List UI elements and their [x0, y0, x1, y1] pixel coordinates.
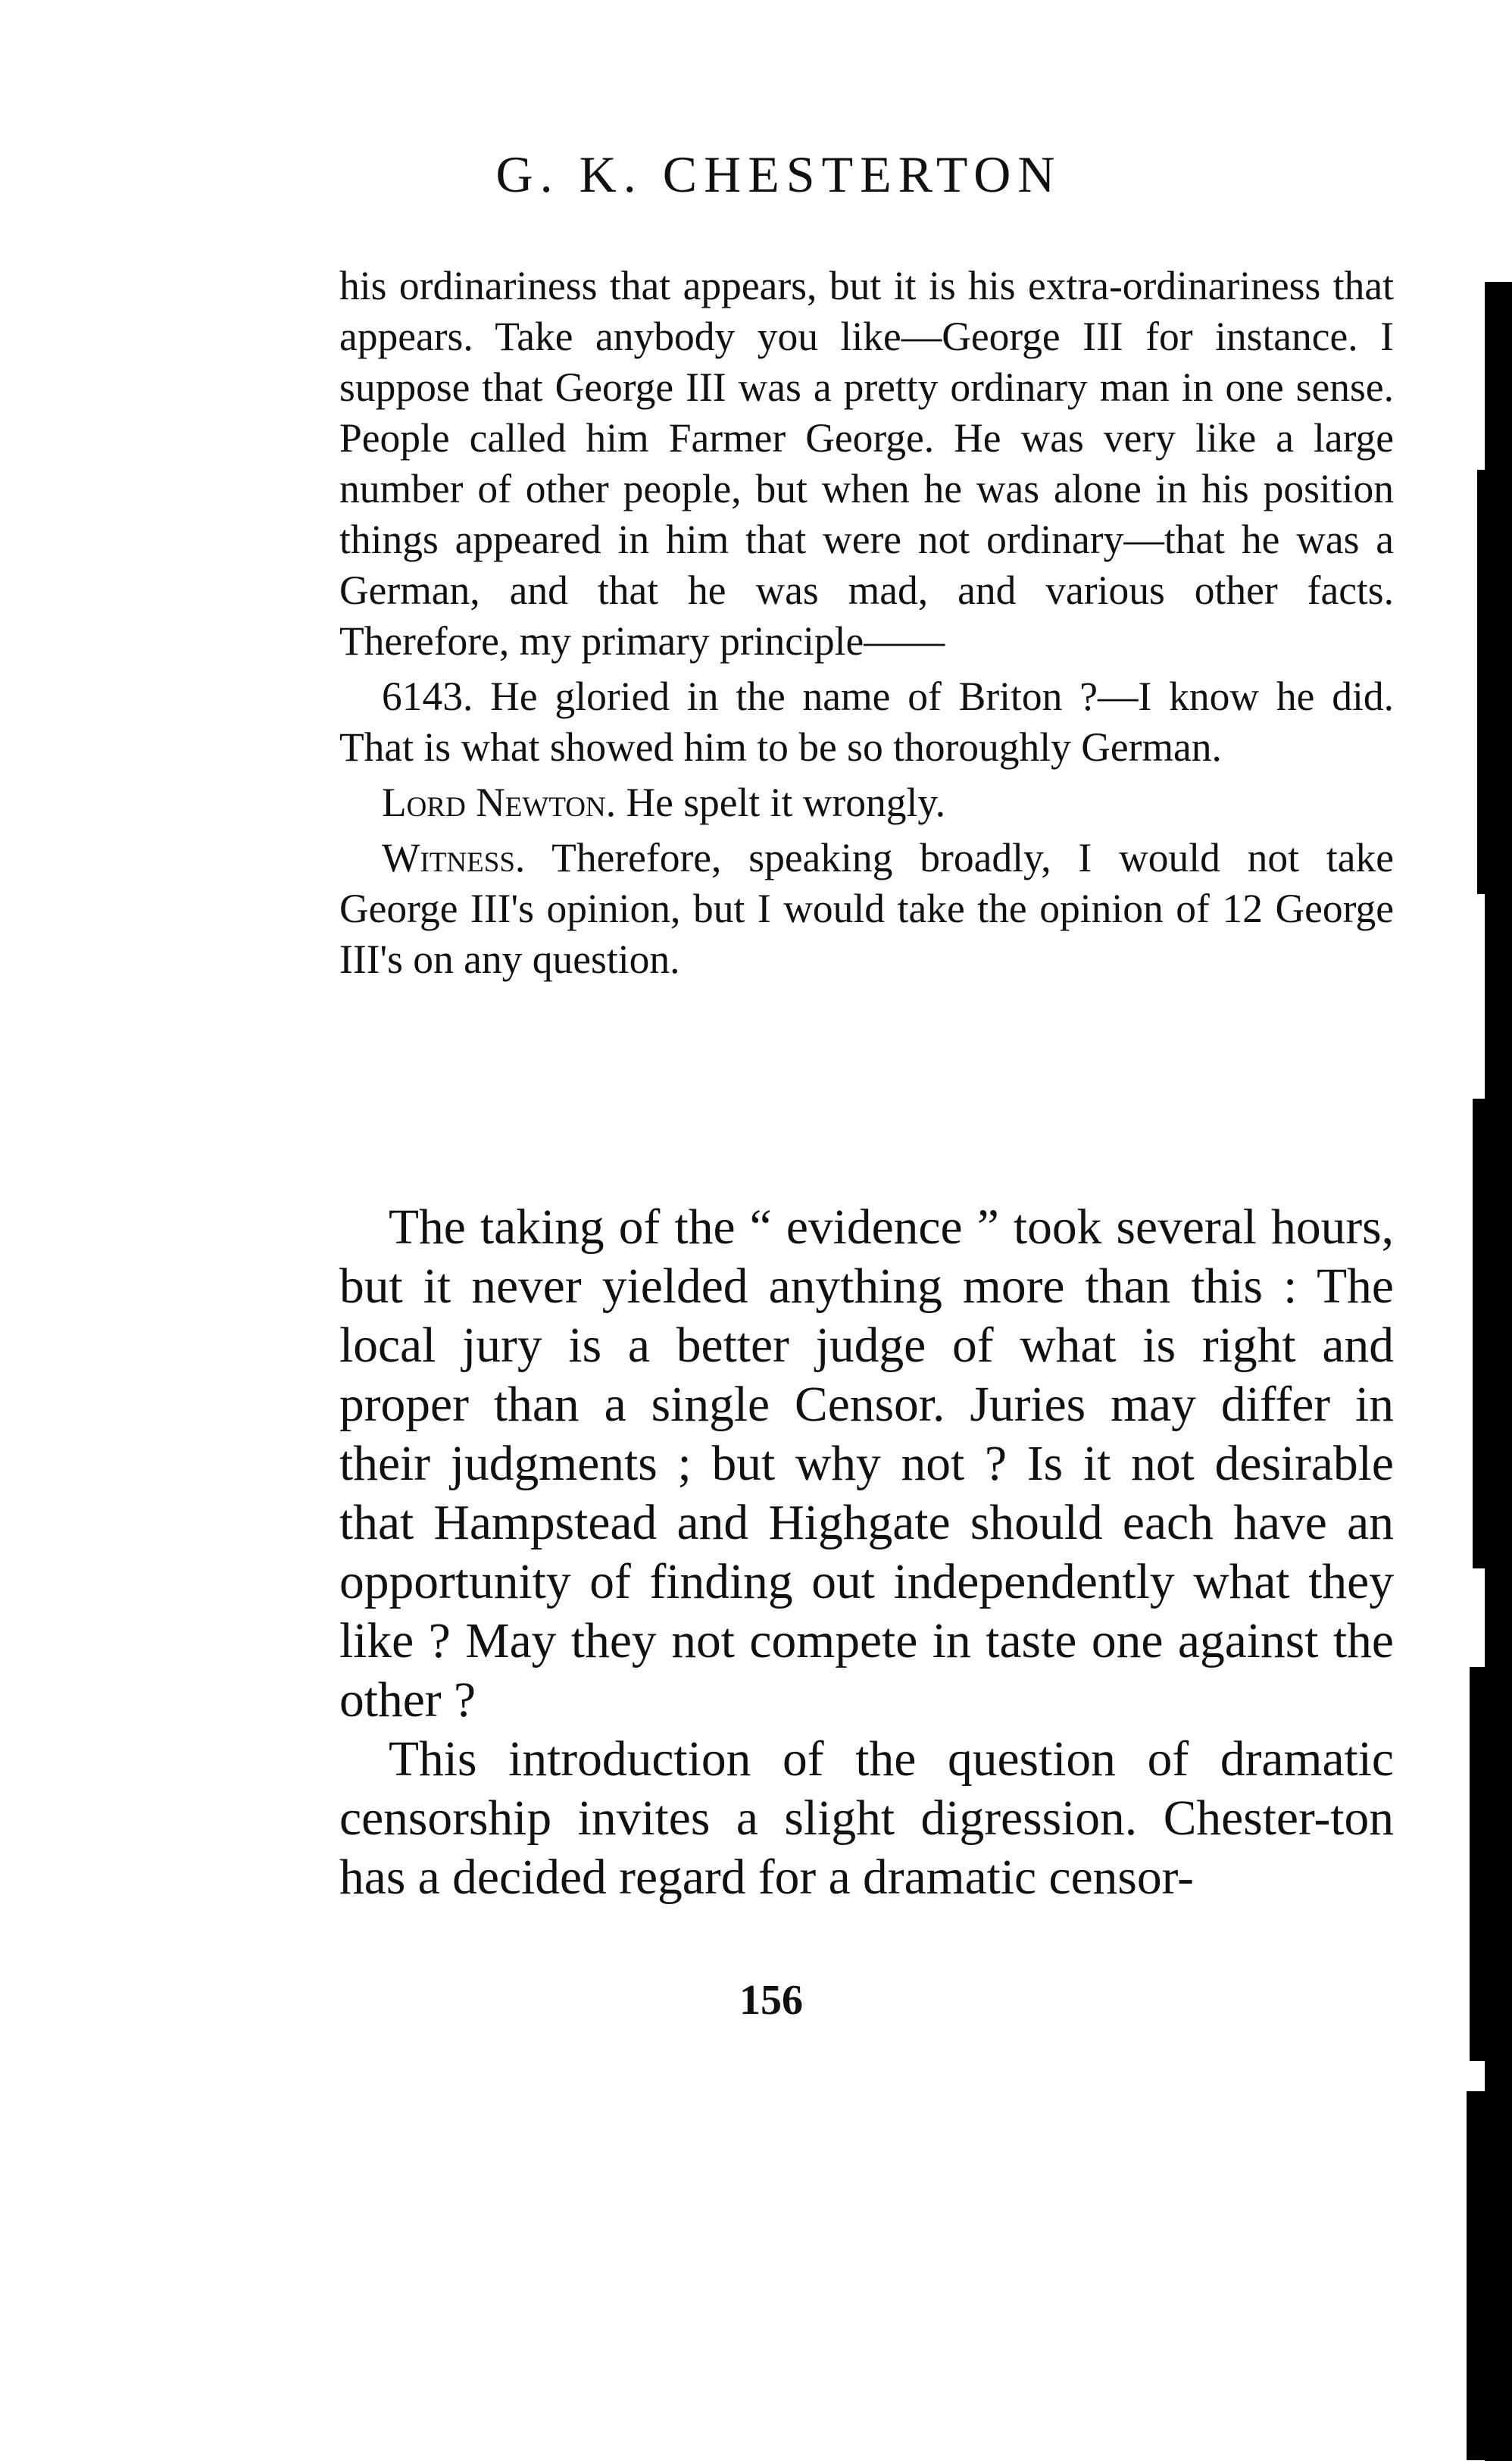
lord-newton-line: [339, 777, 1394, 828]
testimony-block: [339, 261, 1394, 985]
speaker-lord-newton: Lord Newton.: [382, 780, 617, 825]
running-head: G. K. CHESTERTON: [495, 145, 1062, 203]
question-paragraph: [339, 671, 1394, 773]
witness-paragraph: [339, 833, 1394, 985]
body-text: [339, 1198, 1394, 1907]
page-number: 156: [739, 1977, 803, 2024]
body-paragraph-1: The taking of the “ evidence ” took several hours, but it never yielded anything more than this : The local jury is a better judge of what is right and proper than a single Censor. Juries may differ in their judgments ; but why not ? Is it not desirable that Hampstead and Highgate should each have an opportunity of finding out independently what they like ? May they not compete in taste one against the other ?: [339, 1200, 1394, 1728]
witness-text: Therefore, speaking broadly, I would not take George III's opinion, but I would take the opinion of 12 George III's on any question.: [339, 835, 1394, 982]
testimony-paragraph: his ordinariness that appears, but it is his extra-ordinariness that appears. Take anybody you like—George III for instance. I suppose that George III was a pretty ordinary man in one sense. People called him Farmer George. He was very like a large number of other people, but when he was alone in his position things appeared in him that were not ordinary—that he was a German, and that he was mad, and various other facts. Therefore, my primary principle——: [339, 263, 1394, 664]
question-number: 6143.: [382, 674, 473, 719]
speaker-witness: Witness.: [382, 835, 526, 880]
question-text: He gloried in the name of Briton ?—I know he did. That is what showed him to be so thoroughly German.: [339, 674, 1394, 770]
body-paragraph-2: This introduction of the question of dramatic censorship invites a slight digression. Chester-ton has a decided regard for a dramatic censor-: [339, 1732, 1394, 1905]
lord-newton-text: He spelt it wrongly.: [616, 780, 945, 825]
